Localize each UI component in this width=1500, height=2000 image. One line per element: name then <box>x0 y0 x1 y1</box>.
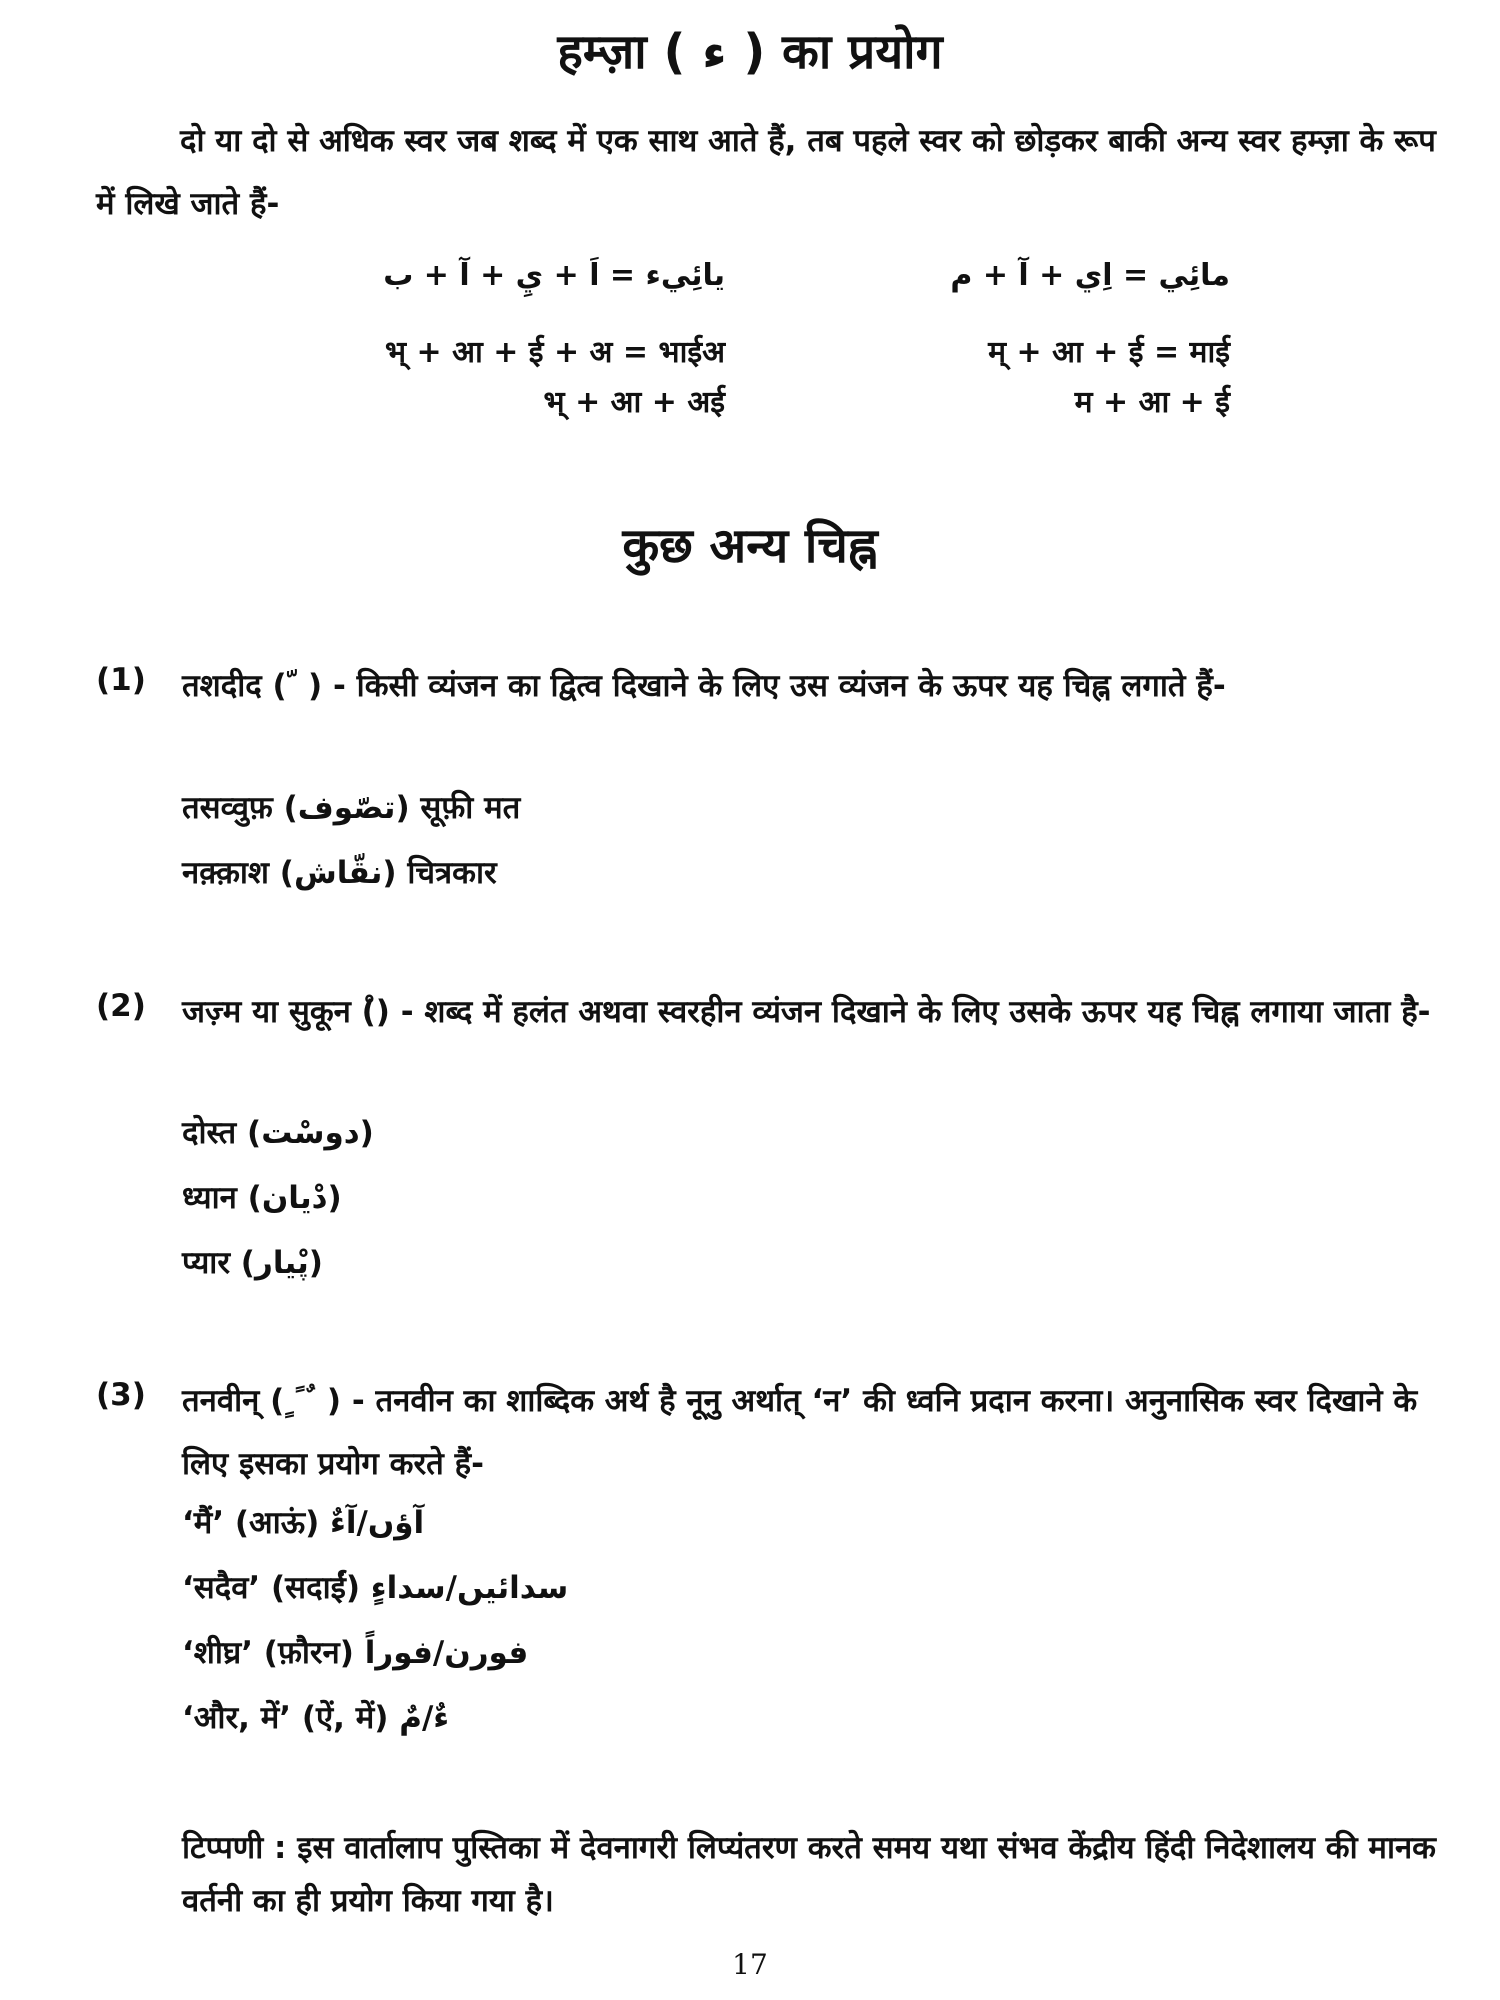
hamza-intro: दो या दो से अधिक स्वर जब शब्द में एक साथ आते हैं, तब पहले स्वर को छोड़कर बाकी अन्य स्वर हम्ज़ा के रूप में लिखे जाते हैं- <box>96 123 1436 222</box>
page-number: 17 <box>732 1948 768 1981</box>
hamza-heading: हम्ज़ा ( ء ) का प्रयोग <box>557 24 943 80</box>
item-2-example-2: ध्यान (دْیان) <box>182 1180 342 1216</box>
item-1-number: (1) <box>96 662 146 698</box>
item-3-example-1: ‘मैं’ (आऊं) آؤں/آءٌ <box>182 1505 425 1541</box>
footnote: टिप्पणी : इस वार्तालाप पुस्तिका में देवनागरी लिप्यंतरण करते समय यथा संभव केंद्रीय हिंदी निदेशालय की मानक वर्तनी का ही प्रयोग किया गया है। <box>182 1830 1436 1919</box>
item-2-example-1: दोस्त (دوسْت) <box>182 1115 374 1151</box>
item-1-example-1: तसव्वुफ़ (تصّوف) सूफ़ी मत <box>182 790 521 826</box>
item-2-example-3: प्यार (پْیار) <box>182 1245 323 1281</box>
item-1-description: तशदीद ( ّ ) - किसी व्यंजन का द्वित्व दिखाने के लिए उस व्यंजन के ऊपर यह चिह्न लगाते हैं- <box>182 668 1226 704</box>
item-3-number: (3) <box>96 1377 146 1413</box>
item-2-number: (2) <box>96 988 146 1024</box>
item-3-description: तनवीन् ( ٍ ً ٌ ) - तनवीन का शाब्दिक अर्थ है नूनु अर्थात् ‘न’ की ध्वनि प्रदान करना। अनुनासिक स्वर दिखाने के लिए इसका प्रयोग करते हैं- <box>182 1383 1418 1482</box>
hamza-left-hindi-2: भ् + आ + अई <box>543 385 725 420</box>
hamza-right-urdu: مائِي = اِي + آ + م <box>950 258 1230 293</box>
item-3-example-3: ‘शीघ्र’ (फ़ौरन) فورن/فوراً <box>182 1635 529 1671</box>
hamza-right-hindi-2: म + आ + ई <box>1074 385 1230 420</box>
other-signs-heading: कुछ अन्य चिह्न <box>622 518 878 574</box>
hamza-left-urdu: يائِيء = اَ + يِ + آ + ب <box>383 258 725 293</box>
item-1-example-2: नक़्क़ाश (نقّاش) चित्रकार <box>182 855 497 891</box>
item-2-description: जज़्म या सुकून (ْ) - शब्द में हलंत अथवा स्वरहीन व्यंजन दिखाने के लिए उसके ऊपर यह चिह्न लगाया जाता है- <box>182 994 1431 1030</box>
item-3-example-2: ‘सदैव’ (सदाईं) سدائیں/سداءٍ <box>182 1570 569 1606</box>
hamza-left-hindi-1: भ् + आ + ई + अ = भाईअ <box>384 335 725 370</box>
hamza-right-hindi-1: म् + आ + ई = माई <box>988 335 1230 370</box>
item-3-example-4: ‘और, में’ (ऐं, में) ءٌ/مٌ <box>182 1700 450 1736</box>
